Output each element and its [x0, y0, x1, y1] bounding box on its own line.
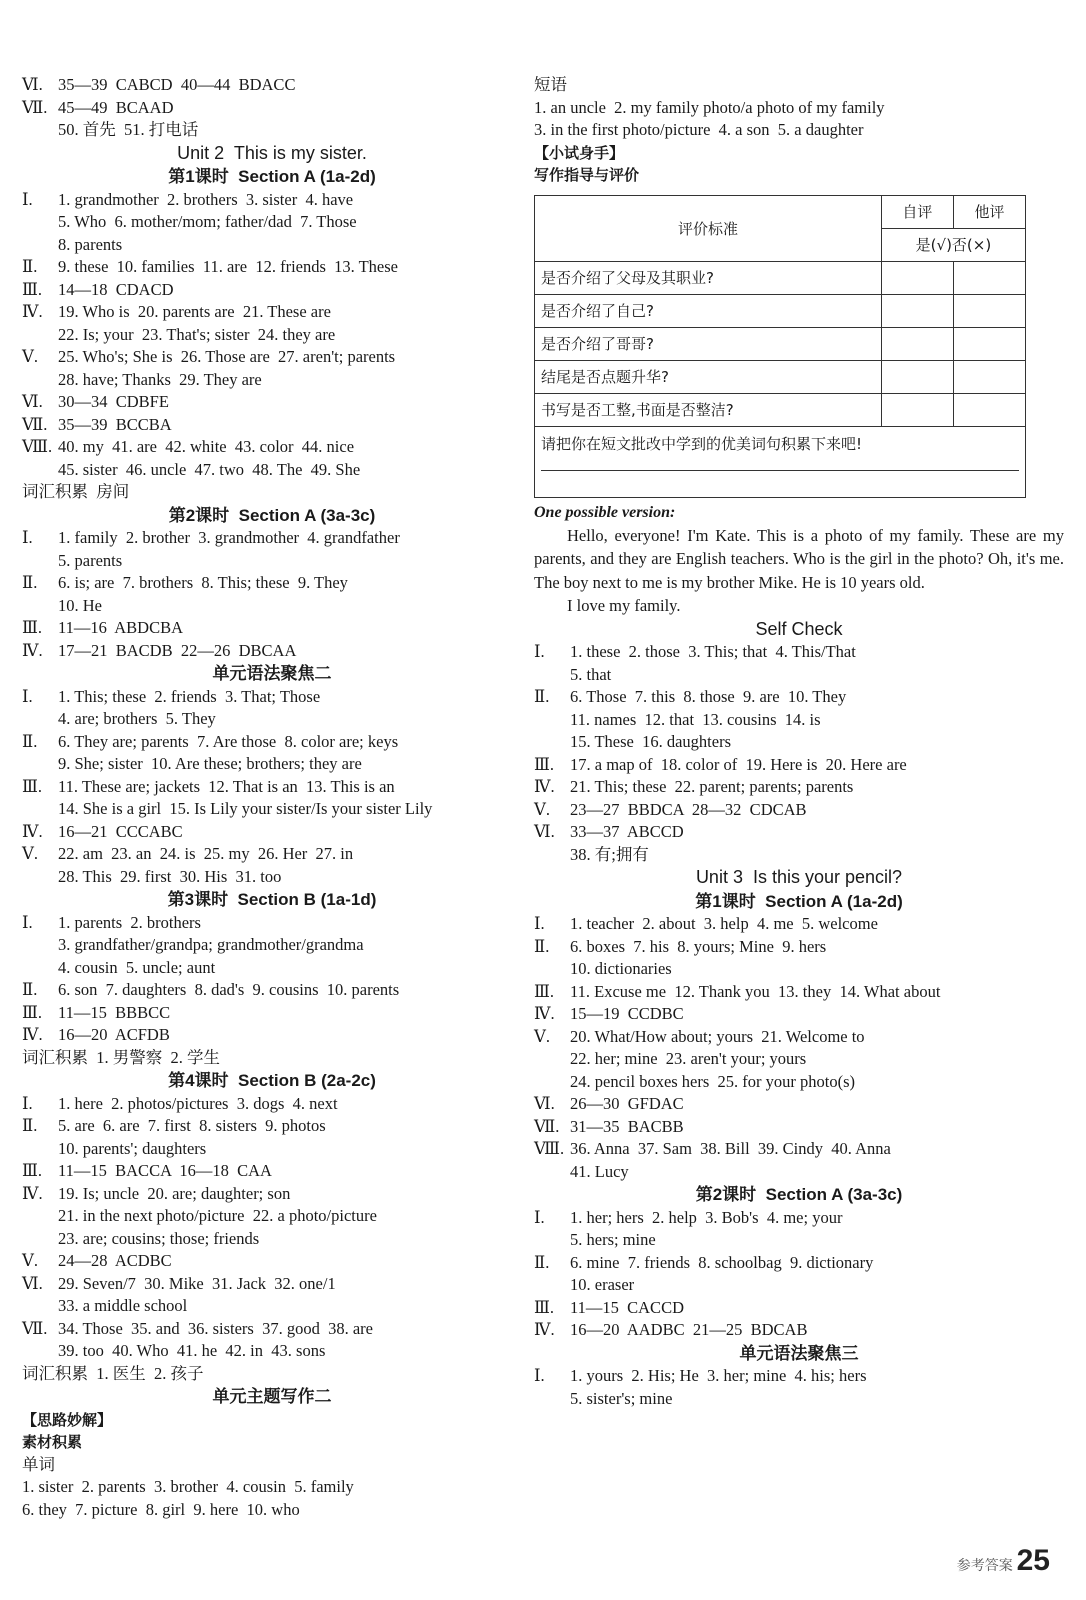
- answer-line: [22, 595, 522, 618]
- answer-text: 6. mine 7. friends 8. schoolbag 9. dictionary: [570, 1252, 874, 1272]
- footer-label: 参考答案: [956, 1557, 1013, 1573]
- answer-line: [22, 436, 522, 459]
- answer-text: 16—20 AADBC 21—25 BDCAB: [570, 1320, 808, 1339]
- criterion-text: 是否介绍了父母及其职业?: [535, 261, 882, 294]
- question-number: Ⅱ.: [534, 936, 550, 956]
- note-line: 词汇积累 房间: [22, 482, 130, 501]
- answer-text: 17. a map of 18. color of 19. Here is 20. Here are: [570, 754, 907, 774]
- question-number: Ⅴ.: [22, 844, 39, 863]
- section-heading: 第4课时 Section B (2a-2c): [168, 1071, 376, 1090]
- answer-text: 14—18 CDACD: [58, 279, 174, 299]
- section-heading: 单元主题写作二: [212, 1387, 332, 1406]
- answer-text: 33. a middle school: [58, 1296, 188, 1315]
- answer-line: [22, 459, 522, 482]
- answer-line: [22, 1002, 522, 1025]
- answer-line: [22, 324, 522, 347]
- answer-text: 10. He: [58, 595, 102, 615]
- answer-text: 1. teacher 2. about 3. help 4. me 5. welcome: [570, 914, 878, 933]
- answer-line: [534, 1138, 1064, 1161]
- answer-text: 36. Anna 37. Sam 38. Bill 39. Cindy 40. Anna: [570, 1139, 891, 1158]
- question-number: Ⅰ.: [22, 189, 33, 209]
- answer-line: [22, 912, 522, 935]
- question-number: Ⅵ.: [22, 392, 43, 411]
- answer-line: [22, 1160, 522, 1183]
- right-column: [534, 74, 1064, 1410]
- question-number: Ⅱ.: [22, 1116, 38, 1135]
- answer-text: 4. cousin 5. uncle; aunt: [58, 957, 216, 977]
- answer-line: [534, 1365, 1064, 1388]
- answer-text: 11. Excuse me 12. Thank you 13. they 14. What about: [570, 981, 941, 1001]
- answer-line: [22, 301, 522, 324]
- criteria-header: 评价标准: [535, 195, 882, 261]
- answer-line: [534, 664, 1064, 687]
- question-number: Ⅴ.: [22, 1251, 39, 1270]
- question-number: Ⅵ.: [22, 75, 43, 94]
- section-label: 素材积累: [22, 1433, 83, 1451]
- answer-text: 19. Who is 20. parents are 21. These are: [58, 302, 331, 321]
- question-number: Ⅲ.: [22, 1002, 43, 1022]
- question-number: Ⅰ.: [22, 1093, 33, 1113]
- answer-text: 4. are; brothers 5. They: [58, 709, 216, 728]
- answer-text: 21. in the next photo/picture 22. a photo/picture: [58, 1206, 377, 1225]
- question-number: Ⅱ.: [22, 573, 38, 592]
- answer-line: [22, 686, 522, 709]
- answer-line: [22, 572, 522, 595]
- answer-text: 1. these 2. those 3. This; that 4. This/That: [570, 642, 856, 661]
- answer-text: 5. are 6. are 7. first 8. sisters 9. photos: [58, 1116, 326, 1135]
- answer-text: 10. parents'; daughters: [58, 1138, 207, 1158]
- answer-line: [22, 617, 522, 640]
- self-eval-header: 自评: [881, 195, 953, 228]
- answer-line: [22, 391, 522, 414]
- question-number: Ⅳ.: [22, 1025, 43, 1044]
- answer-text: 22. Is; your 23. That's; sister 24. they are: [58, 324, 336, 344]
- note-line: 1. sister 2. parents 3. brother 4. cousin 5. family: [22, 1477, 354, 1496]
- question-number: Ⅷ.: [22, 437, 53, 456]
- version-label: One possible version:: [534, 503, 676, 521]
- answer-line: [22, 414, 522, 437]
- table-row: [535, 360, 1026, 393]
- answer-line: [534, 776, 1064, 799]
- unit-heading: Unit 3 Is this your pencil?: [695, 867, 903, 887]
- answer-line: [22, 1340, 522, 1363]
- question-number: Ⅳ.: [22, 640, 43, 660]
- question-number: Ⅲ.: [534, 981, 555, 1001]
- answer-text: 10. dictionaries: [570, 959, 672, 978]
- answers-section: [534, 618, 1064, 1411]
- question-number: Ⅱ.: [534, 1252, 550, 1272]
- answer-line: [534, 1252, 1064, 1275]
- answer-text: 1. grandmother 2. brothers 3. sister 4. have: [58, 189, 354, 209]
- question-number: Ⅱ.: [22, 257, 38, 276]
- answer-line: [534, 1093, 1064, 1116]
- question-number: Ⅶ.: [22, 97, 48, 117]
- answer-line: [534, 1297, 1064, 1320]
- answer-text: 10. eraser: [570, 1275, 635, 1294]
- answer-line: [22, 776, 522, 799]
- question-number: Ⅷ.: [534, 1139, 565, 1158]
- answer-line: [534, 1274, 1064, 1297]
- table-row: [535, 393, 1026, 426]
- notes-area: [535, 426, 1026, 497]
- answer-line: [22, 731, 522, 754]
- answer-line: [22, 346, 522, 369]
- answer-text: 5. sister's; mine: [570, 1388, 673, 1408]
- section-label: 【思路妙解】: [22, 1410, 113, 1429]
- writing-line: [541, 470, 1019, 471]
- answer-line: [22, 1273, 522, 1296]
- answer-text: 14. She is a girl 15. Is Lily your sister/Is your sister Lily: [58, 799, 433, 818]
- answer-text: 21. This; these 22. parent; parents; parents: [570, 777, 854, 796]
- answer-text: 41. Lucy: [570, 1161, 629, 1181]
- answer-line: [22, 256, 522, 279]
- answer-line: [22, 957, 522, 980]
- answer-line: [534, 1319, 1064, 1342]
- answer-text: 33—37 ABCCD: [570, 822, 684, 841]
- answer-line: [534, 1388, 1064, 1411]
- table-row: [535, 261, 1026, 294]
- question-number: Ⅲ.: [534, 754, 555, 774]
- answer-line: [534, 958, 1064, 981]
- essay-paragraph: Hello, everyone! I'm Kate. This is a photo of my family. These are my parents, and they are English teachers. Who is the girl in the photo? Oh, it's me. The boy next to me is my brother Mike. He is 10 years old.: [534, 525, 1064, 592]
- answer-line: [22, 979, 522, 1002]
- question-number: Ⅱ.: [22, 980, 38, 999]
- criterion-text: 是否介绍了自己?: [535, 294, 882, 327]
- table-row: [535, 294, 1026, 327]
- answer-line: [534, 1071, 1064, 1094]
- answer-text: 5. hers; mine: [570, 1230, 656, 1249]
- question-number: Ⅳ.: [534, 777, 555, 796]
- question-number: Ⅱ.: [534, 687, 550, 706]
- answer-line: [534, 821, 1064, 844]
- question-number: Ⅵ.: [534, 1094, 555, 1113]
- essay-paragraph: I love my family.: [567, 596, 681, 615]
- answer-text: 19. Is; uncle 20. are; daughter; son: [58, 1183, 291, 1203]
- answer-text: 24. pencil boxes hers 25. for your photo(s): [570, 1071, 856, 1091]
- answer-line: [22, 189, 522, 212]
- question-number: Ⅴ.: [22, 347, 39, 366]
- question-number: Ⅰ.: [534, 642, 545, 661]
- question-number: Ⅲ.: [22, 776, 43, 796]
- left-column: [22, 74, 522, 1521]
- answer-text: 40. my 41. are 42. white 43. color 44. nice: [58, 437, 355, 456]
- answer-line: [22, 1318, 522, 1341]
- answer-line: [22, 1205, 522, 1228]
- section-heading: 单元语法聚焦三: [739, 1343, 859, 1363]
- answer-text: 50. 首先 51. 打电话: [58, 120, 199, 139]
- answer-line: [22, 866, 522, 889]
- answer-line: [22, 753, 522, 776]
- answer-text: 22. her; mine 23. aren't your; yours: [570, 1049, 807, 1068]
- note-line: 词汇积累 1. 男警察 2. 学生: [22, 1047, 220, 1067]
- question-number: Ⅴ.: [534, 1026, 551, 1046]
- answer-text: 11. names 12. that 13. cousins 14. is: [570, 709, 821, 729]
- section-label: 写作指导与评价: [534, 166, 640, 184]
- answer-text: 25. Who's; She is 26. Those are 27. aren't; parents: [58, 347, 396, 366]
- question-number: Ⅲ.: [22, 618, 43, 637]
- answer-text: 34. Those 35. and 36. sisters 37. good 38. are: [58, 1318, 373, 1338]
- answer-line: [534, 913, 1064, 936]
- answer-text: 1. parents 2. brothers: [58, 912, 201, 932]
- answer-text: 20. What/How about; yours 21. Welcome to: [570, 1026, 865, 1046]
- section-heading: 第1课时 Section A (1a-2d): [168, 167, 376, 186]
- answer-line: [534, 799, 1064, 822]
- answer-line: [22, 1295, 522, 1318]
- answer-text: 35—39 CABCD 40—44 BDACC: [58, 75, 296, 94]
- answer-text: 3. grandfather/grandpa; grandmother/grandma: [58, 935, 364, 954]
- answer-text: 16—21 CCCABC: [58, 821, 183, 841]
- answer-text: 45—49 BCAAD: [58, 97, 174, 117]
- question-number: Ⅳ.: [534, 1004, 555, 1023]
- note-line: 单词: [22, 1454, 55, 1474]
- answer-line: [22, 119, 522, 142]
- question-number: Ⅰ.: [22, 528, 33, 547]
- answer-line: [534, 844, 1064, 867]
- answer-text: 1. her; hers 2. help 3. Bob's 4. me; your: [570, 1207, 843, 1227]
- note-line: 6. they 7. picture 8. girl 9. here 10. who: [22, 1499, 300, 1519]
- answer-text: 23. are; cousins; those; friends: [58, 1228, 260, 1248]
- answer-text: 15—19 CCDBC: [570, 1004, 684, 1023]
- answer-text: 39. too 40. Who 41. he 42. in 43. sons: [58, 1341, 326, 1360]
- answer-text: 28. This 29. first 30. His 31. too: [58, 866, 282, 886]
- answer-text: 9. She; sister 10. Are these; brothers; they are: [58, 754, 362, 773]
- question-number: Ⅳ.: [22, 821, 43, 841]
- answer-text: 11. These are; jackets 12. That is an 13. This is an: [58, 776, 395, 796]
- question-number: Ⅰ.: [534, 914, 545, 933]
- answer-line: [534, 709, 1064, 732]
- answer-line: [22, 211, 522, 234]
- answer-text: 6. boxes 7. his 8. yours; Mine 9. hers: [570, 936, 827, 956]
- answer-line: [22, 279, 522, 302]
- answer-line: [22, 97, 522, 120]
- answer-line: [22, 234, 522, 257]
- answer-text: 35—39 BCCBA: [58, 414, 172, 434]
- question-number: Ⅲ.: [22, 1161, 43, 1180]
- answer-text: 5. Who 6. mother/mom; father/dad 7. Those: [58, 212, 357, 231]
- answer-line: [22, 798, 522, 821]
- answer-line: [22, 821, 522, 844]
- question-number: Ⅰ.: [534, 1207, 545, 1227]
- answer-line: [22, 1115, 522, 1138]
- unit-heading: Self Check: [755, 618, 843, 639]
- criterion-text: 结尾是否点题升华?: [535, 360, 882, 393]
- answer-line: [22, 1250, 522, 1273]
- criterion-text: 书写是否工整,书面是否整洁?: [535, 393, 882, 426]
- answer-line: [534, 641, 1064, 664]
- note-line: 短语: [534, 75, 567, 94]
- answer-line: [22, 843, 522, 866]
- note-line: 3. in the first photo/picture 4. a son 5. a daughter: [534, 120, 864, 139]
- table-row: [535, 327, 1026, 360]
- criterion-text: 是否介绍了哥哥?: [535, 327, 882, 360]
- answer-line: [534, 981, 1064, 1004]
- question-number: Ⅰ.: [22, 686, 33, 706]
- answer-text: 11—15 BBBCC: [58, 1002, 171, 1022]
- answer-text: 5. parents: [58, 550, 123, 570]
- answer-text: 1. here 2. photos/pictures 3. dogs 4. next: [58, 1093, 338, 1113]
- answer-text: 26—30 GFDAC: [570, 1094, 684, 1113]
- answer-line: [534, 686, 1064, 709]
- answer-text: 23—27 BBDCA 28—32 CDCAB: [570, 799, 807, 819]
- answer-text: 22. am 23. an 24. is 25. my 26. Her 27. in: [58, 844, 354, 863]
- evaluation-table: [534, 195, 1026, 498]
- answer-text: 29. Seven/7 30. Mike 31. Jack 32. one/1: [58, 1273, 336, 1293]
- unit-heading: Unit 2 This is my sister.: [177, 142, 367, 163]
- note-line: 1. an uncle 2. my family photo/a photo of my family: [534, 97, 885, 117]
- section-heading: 第2课时 Section A (3a-3c): [695, 1185, 903, 1204]
- answer-text: 6. is; are 7. brothers 8. This; these 9. They: [58, 573, 348, 592]
- section-heading: 第1课时 Section A (1a-2d): [695, 891, 903, 911]
- answer-line: [534, 1116, 1064, 1139]
- answer-text: 9. these 10. families 11. are 12. friends 13. These: [58, 257, 398, 276]
- question-number: Ⅲ.: [22, 279, 43, 299]
- answer-text: 6. son 7. daughters 8. dad's 9. cousins 10. parents: [58, 980, 400, 999]
- question-number: Ⅶ.: [22, 414, 48, 434]
- answer-text: 1. family 2. brother 3. grandmother 4. grandfather: [58, 528, 400, 547]
- answer-text: 8. parents: [58, 234, 123, 254]
- answer-line: [534, 936, 1064, 959]
- answer-line: [22, 1183, 522, 1206]
- section-heading: 第3课时 Section B (1a-1d): [167, 890, 377, 909]
- answer-text: 28. have; Thanks 29. They are: [58, 369, 262, 389]
- question-number: Ⅰ.: [22, 912, 33, 932]
- answer-line: [22, 708, 522, 731]
- answer-line: [22, 1024, 522, 1047]
- answer-text: 1. yours 2. His; He 3. her; mine 4. his; hers: [570, 1366, 867, 1385]
- section-heading: 单元语法聚焦二: [212, 664, 332, 683]
- answer-line: [534, 754, 1064, 777]
- question-number: Ⅳ.: [22, 1183, 43, 1203]
- answer-line: [22, 369, 522, 392]
- section-heading: 第2课时 Section A (3a-3c): [168, 505, 376, 525]
- yes-no-legend: 是(√)否(×): [881, 228, 1025, 261]
- page-footer: [957, 1544, 1050, 1578]
- answer-line: [22, 550, 522, 573]
- question-number: Ⅶ.: [22, 1318, 48, 1338]
- answer-text: 15. These 16. daughters: [570, 732, 731, 751]
- answer-line: [534, 731, 1064, 754]
- note-line: 词汇积累 1. 医生 2. 孩子: [22, 1363, 204, 1383]
- answer-line: [534, 1207, 1064, 1230]
- question-number: Ⅵ.: [22, 1273, 43, 1293]
- answer-text: 17—21 BACDB 22—26 DBCAA: [58, 640, 297, 660]
- answer-line: [534, 1048, 1064, 1071]
- answer-text: 24—28 ACDBC: [58, 1251, 172, 1270]
- question-number: Ⅴ.: [534, 799, 551, 819]
- phrases-section: [534, 74, 1064, 187]
- question-number: Ⅶ.: [534, 1116, 560, 1136]
- answer-text: 16—20 ACFDB: [58, 1025, 170, 1044]
- answer-line: [22, 934, 522, 957]
- notes-prompt: 请把你在短文批改中学到的优美词句积累下来吧!: [541, 434, 863, 453]
- answer-line: [22, 1138, 522, 1161]
- answer-line: [534, 1026, 1064, 1049]
- answer-text: 31—35 BACBB: [570, 1116, 684, 1136]
- answer-line: [534, 1229, 1064, 1252]
- answer-text: 6. They are; parents 7. Are those 8. color are; keys: [58, 731, 399, 751]
- question-number: Ⅵ.: [534, 822, 555, 841]
- answer-line: [22, 74, 522, 97]
- answer-line: [22, 1093, 522, 1116]
- answer-text: 6. Those 7. this 8. those 9. are 10. They: [570, 687, 847, 706]
- answer-text: 5. that: [570, 664, 612, 684]
- section-label: 【小试身手】: [534, 143, 625, 162]
- answer-line: [534, 1161, 1064, 1184]
- answer-text: 30—34 CDBFE: [58, 392, 169, 411]
- answer-line: [22, 640, 522, 663]
- page-number: 25: [1016, 1544, 1050, 1577]
- answer-line: [534, 1003, 1064, 1026]
- answer-line: [22, 1228, 522, 1251]
- answer-line: [22, 527, 522, 550]
- answer-text: 1. This; these 2. friends 3. That; Those: [58, 686, 321, 706]
- question-number: Ⅳ.: [534, 1320, 555, 1339]
- answer-text: 45. sister 46. uncle 47. two 48. The 49. She: [58, 459, 361, 479]
- question-number: Ⅳ.: [22, 302, 43, 321]
- answer-text: 11—15 CACCD: [570, 1297, 684, 1317]
- peer-eval-header: 他评: [953, 195, 1025, 228]
- question-number: Ⅱ.: [22, 731, 38, 751]
- answer-text: 11—15 BACCA 16—18 CAA: [58, 1161, 272, 1180]
- answer-text: 38. 有;拥有: [570, 844, 649, 864]
- answer-text: 11—16 ABDCBA: [58, 618, 183, 637]
- question-number: Ⅰ.: [534, 1366, 545, 1385]
- question-number: Ⅲ.: [534, 1297, 555, 1317]
